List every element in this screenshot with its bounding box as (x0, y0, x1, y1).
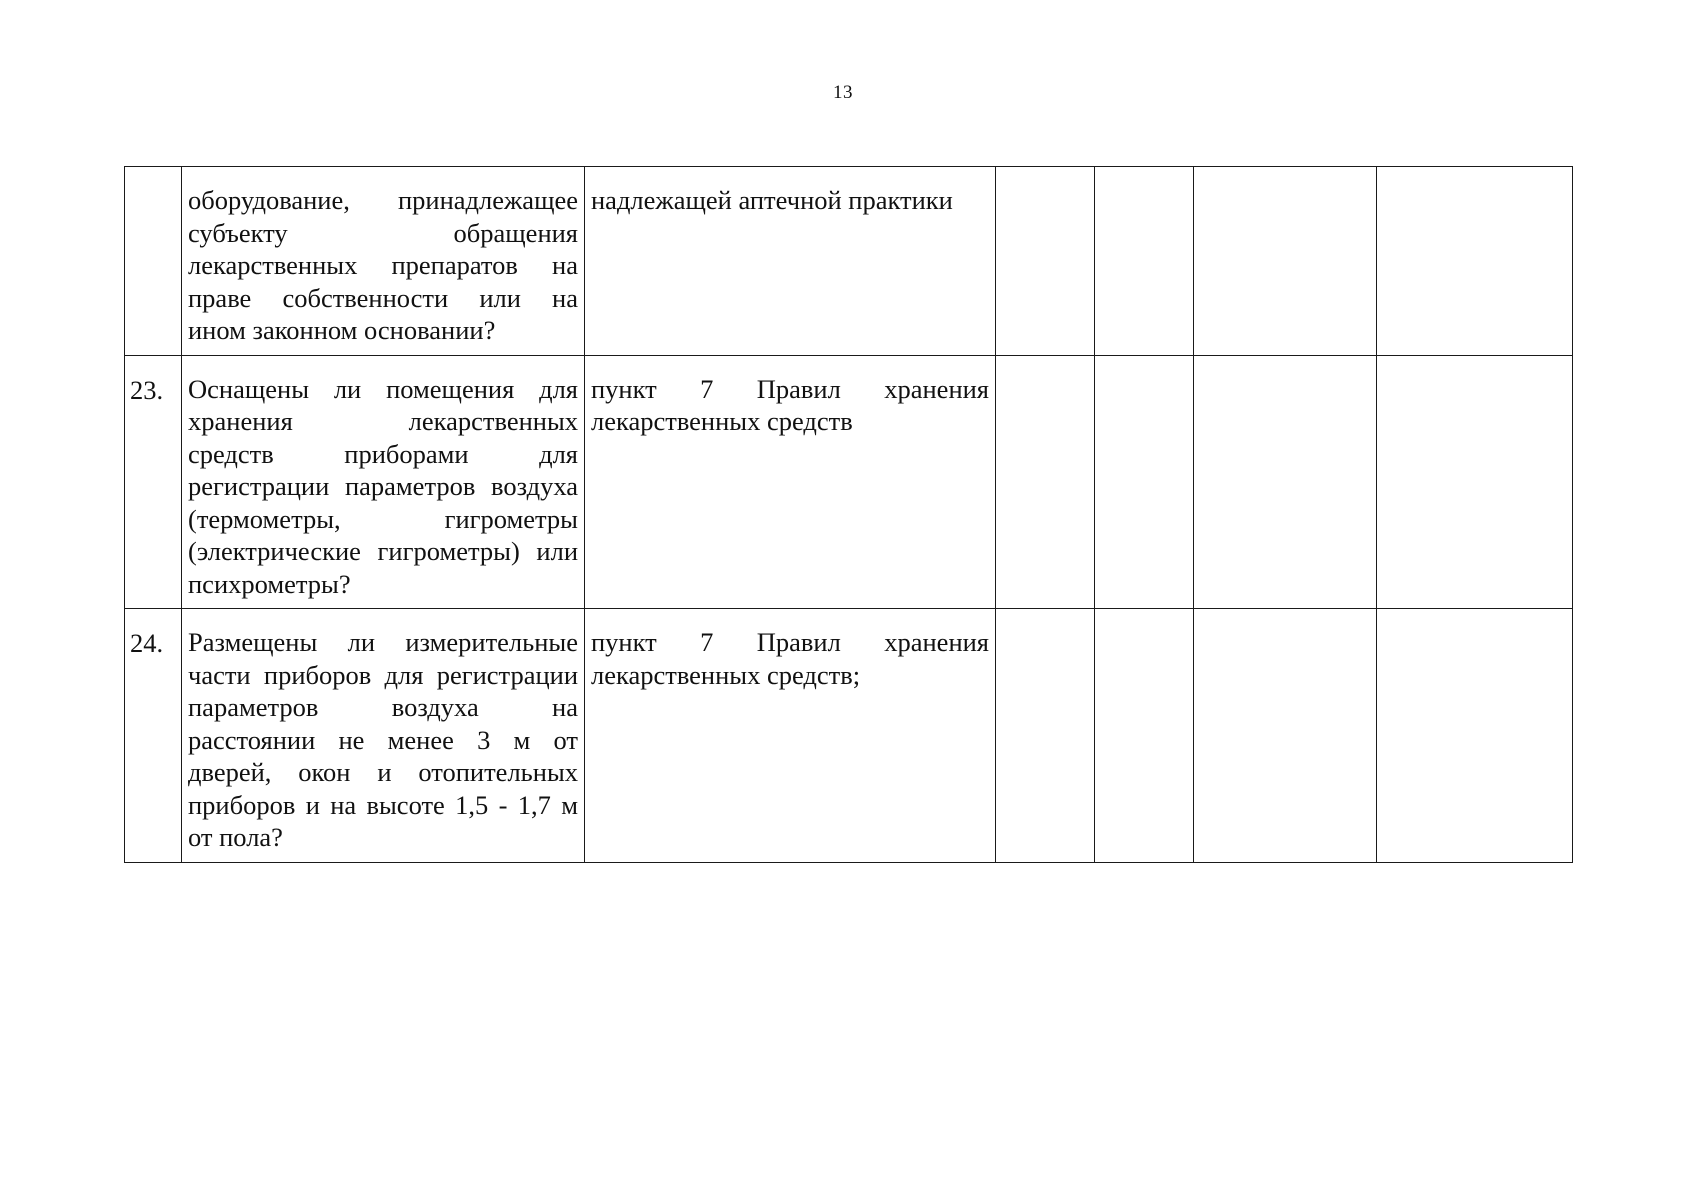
question-line: Оснащены ли помещения для (188, 373, 578, 404)
question-line: субъекту обращения (188, 217, 578, 248)
table-row (125, 609, 1573, 863)
answer-cell-not-applicable[interactable] (1194, 609, 1377, 863)
answer-cell-no[interactable] (1095, 609, 1194, 863)
question-line: от пола? (188, 822, 283, 852)
question-line: дверей, окон и отопительных (188, 757, 578, 787)
question-line: расстоянии не менее 3 м от (188, 724, 578, 755)
table-row (125, 167, 1573, 356)
question-cell (182, 355, 585, 609)
basis-line: надлежащей аптечной практики (591, 185, 953, 215)
legal-basis-cell (585, 609, 996, 863)
checklist-table (124, 166, 1573, 863)
question-line: (электрические гигрометры) или (188, 536, 578, 566)
answer-cell-yes[interactable] (996, 167, 1095, 356)
question-line: ином законном основании? (188, 315, 496, 345)
answer-cell-no[interactable] (1095, 167, 1194, 356)
page-number: 13 (833, 82, 853, 103)
basis-line: пункт 7 Правил хранения (591, 627, 989, 657)
answer-cell-yes[interactable] (996, 355, 1095, 609)
question-line: средств приборами для (188, 438, 578, 469)
question-line: праве собственности или на (188, 282, 578, 313)
row-number-cell: 23. (125, 355, 182, 609)
question-line: Размещены ли измерительные (188, 627, 578, 657)
notes-cell[interactable] (1377, 355, 1573, 609)
row-number-cell (125, 167, 182, 356)
question-line: (термометры, гигрометры (188, 503, 578, 534)
row-number-cell: 24. (125, 609, 182, 863)
question-line: психрометры? (188, 568, 351, 599)
question-line: приборов и на высоте 1,5 - 1,7 м (188, 789, 578, 820)
question-line: регистрации параметров воздуха (188, 471, 578, 501)
question-line: параметров воздуха на (188, 692, 578, 722)
answer-cell-yes[interactable] (996, 609, 1095, 863)
table-row (125, 355, 1573, 609)
question-line: лекарственных препаратов на (188, 250, 578, 280)
notes-cell[interactable] (1377, 609, 1573, 863)
legal-basis-cell (585, 167, 996, 356)
answer-cell-no[interactable] (1095, 355, 1194, 609)
question-line: оборудование, принадлежащее (188, 185, 578, 215)
basis-line: лекарственных средств; (591, 659, 861, 690)
question-line: хранения лекарственных (188, 406, 578, 436)
answer-cell-not-applicable[interactable] (1194, 167, 1377, 356)
basis-line: пункт 7 Правил хранения (591, 373, 989, 404)
answer-cell-not-applicable[interactable] (1194, 355, 1377, 609)
notes-cell[interactable] (1377, 167, 1573, 356)
legal-basis-cell (585, 355, 996, 609)
question-cell (182, 609, 585, 863)
basis-line: лекарственных средств (591, 406, 853, 436)
question-line: части приборов для регистрации (188, 659, 578, 690)
question-cell (182, 167, 585, 356)
